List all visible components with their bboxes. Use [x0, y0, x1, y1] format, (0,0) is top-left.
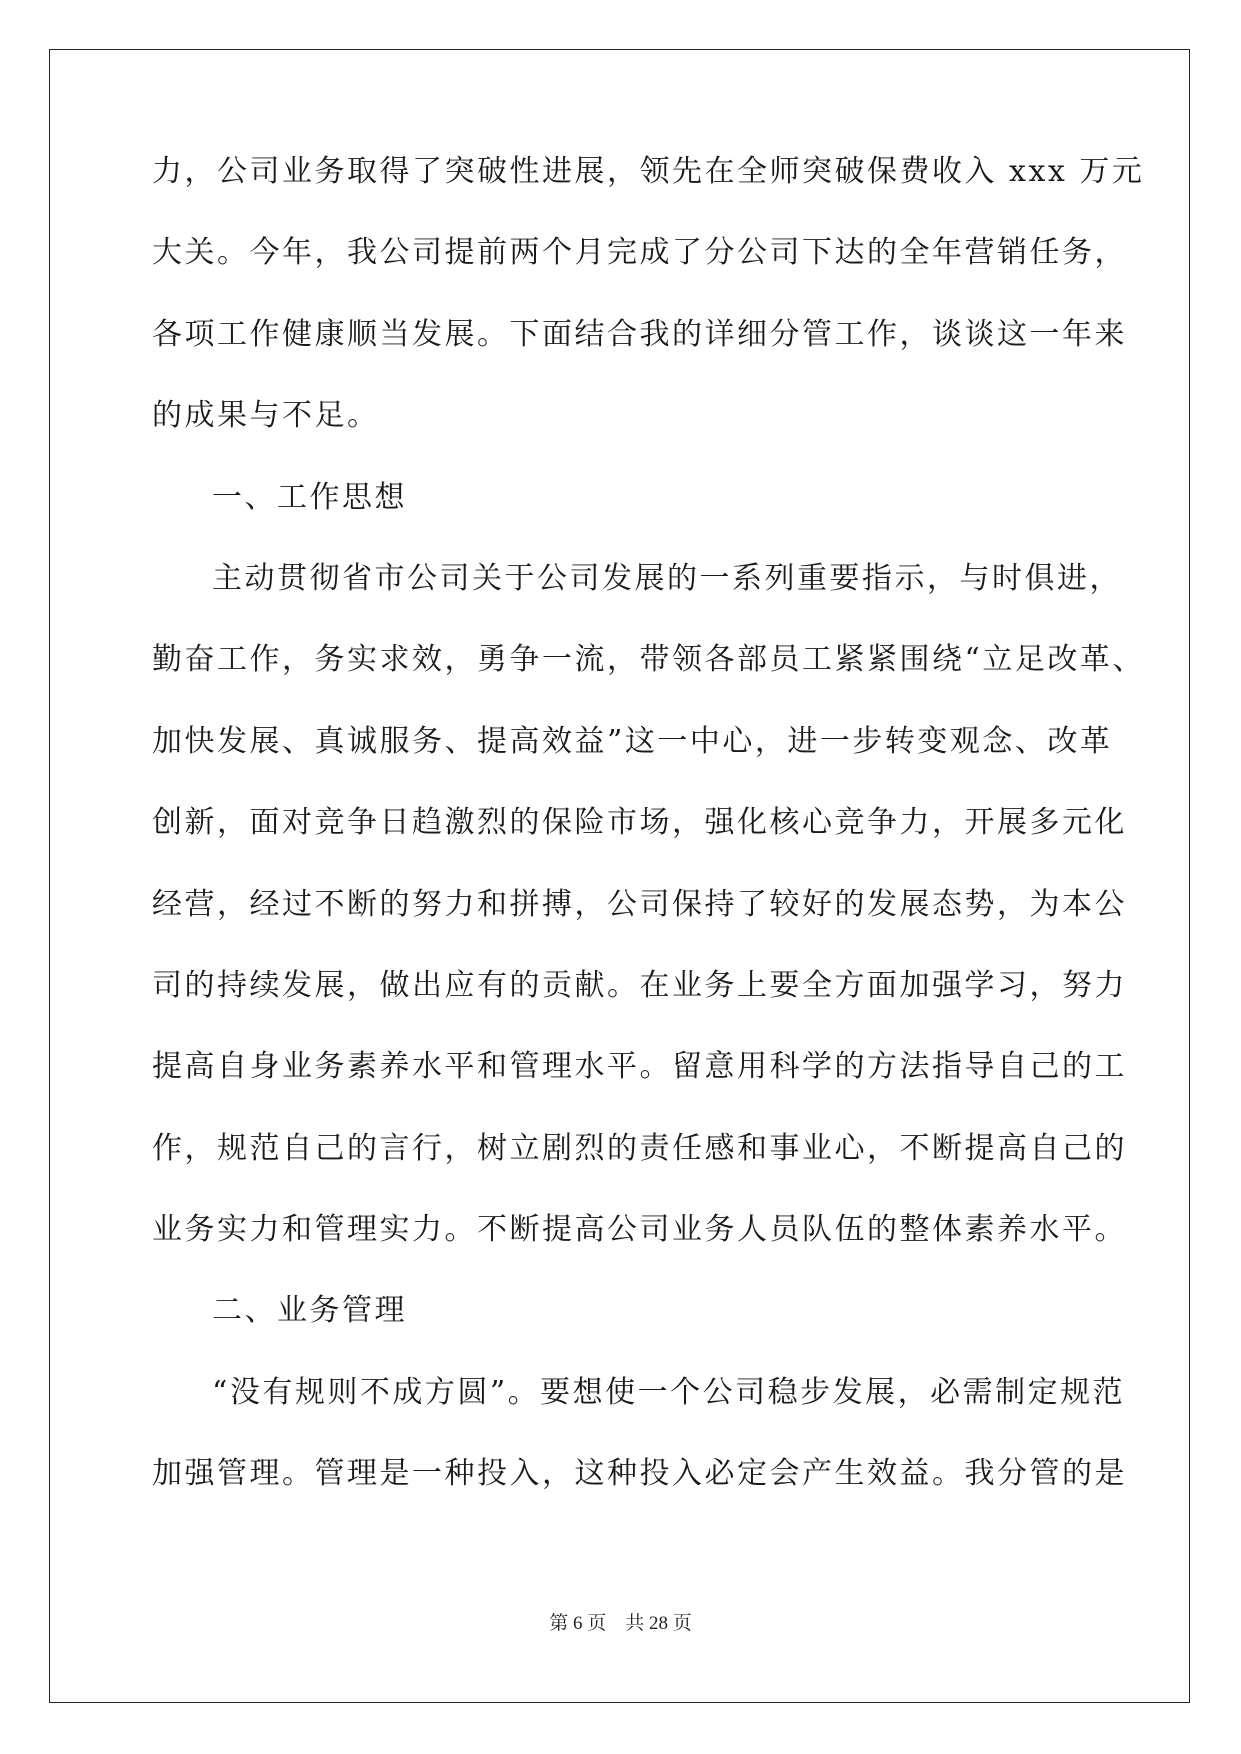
text-line: 力，公司业务取得了突破性进展，领先在全师突破保费收入 xxx 万元: [152, 154, 1145, 189]
document-body: [152, 154, 1145, 1541]
text-line: 各项工作健康顺当发展。下面结合我的详细分管工作，谈谈这一年来: [152, 316, 1127, 352]
text-line: 勤奋工作，务实求效，勇争一流，带领各部员工紧紧围绕“立足改革、: [152, 642, 1145, 678]
text-line: 司的持续发展，做出应有的贡献。在业务上要全方面加强学习，努力: [152, 967, 1127, 1003]
text-line: 二、业务管理: [212, 1293, 407, 1329]
text-line: 业务实力和管理实力。不断提高公司业务人员队伍的整体素养水平。: [152, 1212, 1127, 1248]
text-line: 加快发展、真诚服务、提高效益”这一中心，进一步转变观念、改革: [152, 723, 1113, 759]
text-line: 主动贯彻省市公司关于公司发展的一系列重要指示，与时俱进，: [212, 560, 1122, 596]
page-number: 第 6 页: [549, 1613, 607, 1634]
page-footer: [0, 1608, 1241, 1635]
page-total: 共 28 页: [625, 1613, 692, 1634]
text-line: “没有规则不成方圆”。要想使一个公司稳步发展，必需制定规范: [212, 1374, 1126, 1410]
text-line: 大关。今年，我公司提前两个月完成了分公司下达的全年营销任务，: [152, 235, 1127, 271]
text-line: 提高自身业务素养水平和管理水平。留意用科学的方法指导自己的工: [152, 1049, 1127, 1085]
text-line: 作，规范自己的言行，树立剧烈的责任感和事业心，不断提高自己的: [152, 1130, 1127, 1166]
text-line: 经营，经过不断的努力和拼搏，公司保持了较好的发展态势，为本公: [152, 886, 1127, 922]
text-line: 一、工作思想: [212, 479, 407, 515]
text-line: 加强管理。管理是一种投入，这种投入必定会产生效益。我分管的是: [152, 1456, 1127, 1492]
text-line: 创新，面对竞争日趋激烈的保险市场，强化核心竞争力，开展多元化: [152, 805, 1127, 841]
text-line: 的成果与不足。: [152, 398, 380, 434]
